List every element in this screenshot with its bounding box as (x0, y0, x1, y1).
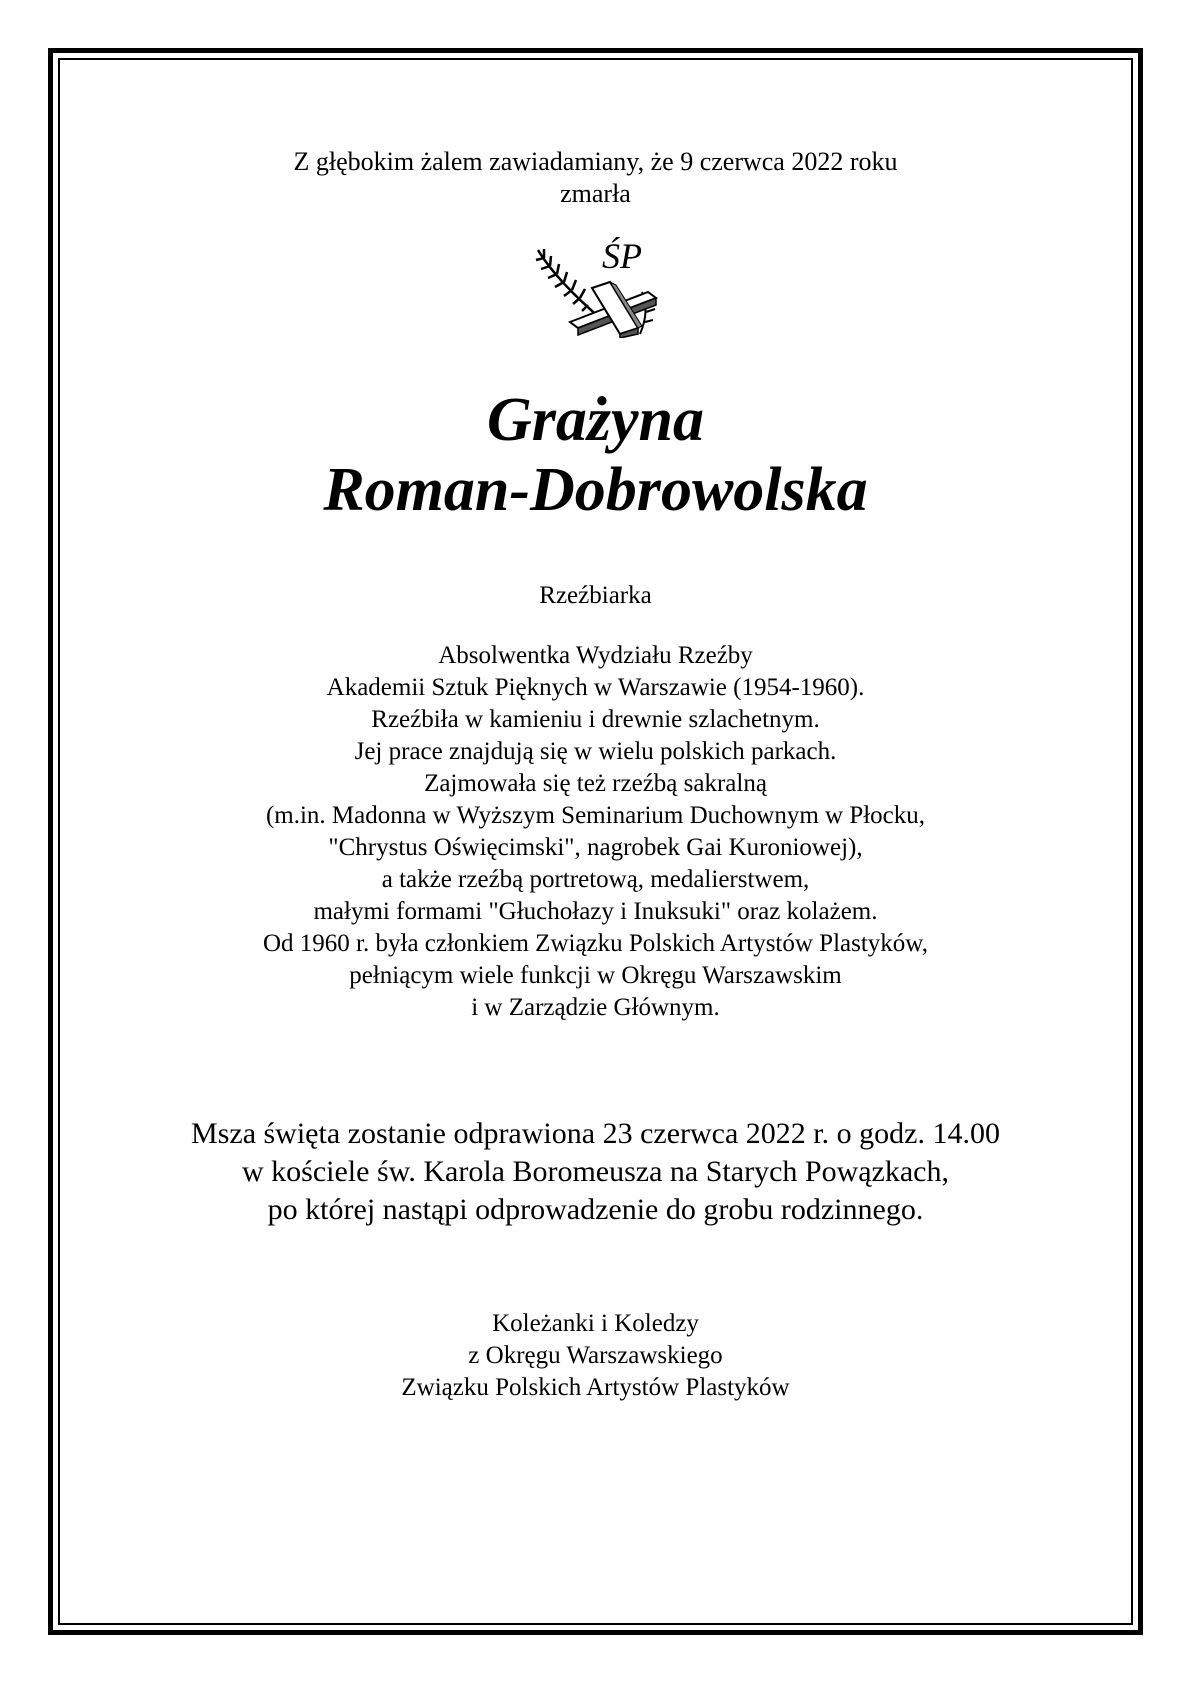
mass-line: Msza święta zostanie odprawiona 23 czerwca 2022 r. o godz. 14.00 (191, 1117, 1000, 1150)
signature (60, 1308, 1131, 1404)
bio-line: (m.in. Madonna w Wyższym Seminarium Duchownym w Płocku, (265, 802, 926, 829)
signature-line: z Okręgu Warszawskiego (468, 1342, 723, 1369)
mass-line: po której nastąpi odprowadzenie do grobu rodzinnego. (267, 1193, 924, 1226)
mass-announcement (60, 1115, 1131, 1229)
sp-text: ŚP (602, 236, 642, 276)
intro-text (60, 146, 1131, 210)
bio-line: Akademii Sztuk Pięknych w Warszawie (1954-1960). (326, 674, 865, 701)
profession: Rzeźbiarka (539, 582, 652, 609)
bio-line: Od 1960 r. była członkiem Związku Polskich Artystów Plastyków, (263, 930, 928, 957)
last-name: Roman-Dobrowolska (323, 456, 868, 524)
biography (60, 640, 1131, 1024)
obituary-notice (60, 60, 1131, 1623)
bio-line: małymi formami "Głuchołazy i Inuksuki" oraz kolażem. (313, 898, 878, 925)
bio-line: i w Zarządzie Głównym. (471, 994, 720, 1021)
signature-line: Koleżanki i Koledzy (492, 1310, 699, 1337)
bio-line: "Chrystus Oświęcimski", nagrobek Gai Kuroniowej), (328, 834, 863, 861)
deceased-name (60, 385, 1131, 525)
bio-line: Absolwentka Wydziału Rzeźby (438, 642, 753, 669)
bio-line: Zajmowała się też rzeźbą sakralną (424, 770, 767, 797)
bio-line: Rzeźbiła w kamieniu i drewnie szlachetnym. (371, 706, 820, 733)
mass-line: w kościele św. Karola Boromeusza na Starych Powązkach, (242, 1155, 949, 1188)
first-name: Grażyna (486, 386, 705, 454)
bio-line: a także rzeźbą portretową, medalierstwem, (381, 866, 810, 893)
bio-line: pełniącym wiele funkcji w Okręgu Warszawskim (349, 962, 842, 989)
cross-with-palm-branch-icon (530, 230, 680, 338)
bio-line: Jej prace znajdują się w wielu polskich parkach. (354, 738, 837, 765)
signature-line: Związku Polskich Artystów Plastyków (401, 1374, 790, 1401)
sp-emblem (530, 230, 680, 338)
intro-line: Z głębokim żalem zawiadamiany, że 9 czerwca 2022 roku (293, 147, 898, 176)
intro-line: zmarła (560, 179, 631, 208)
